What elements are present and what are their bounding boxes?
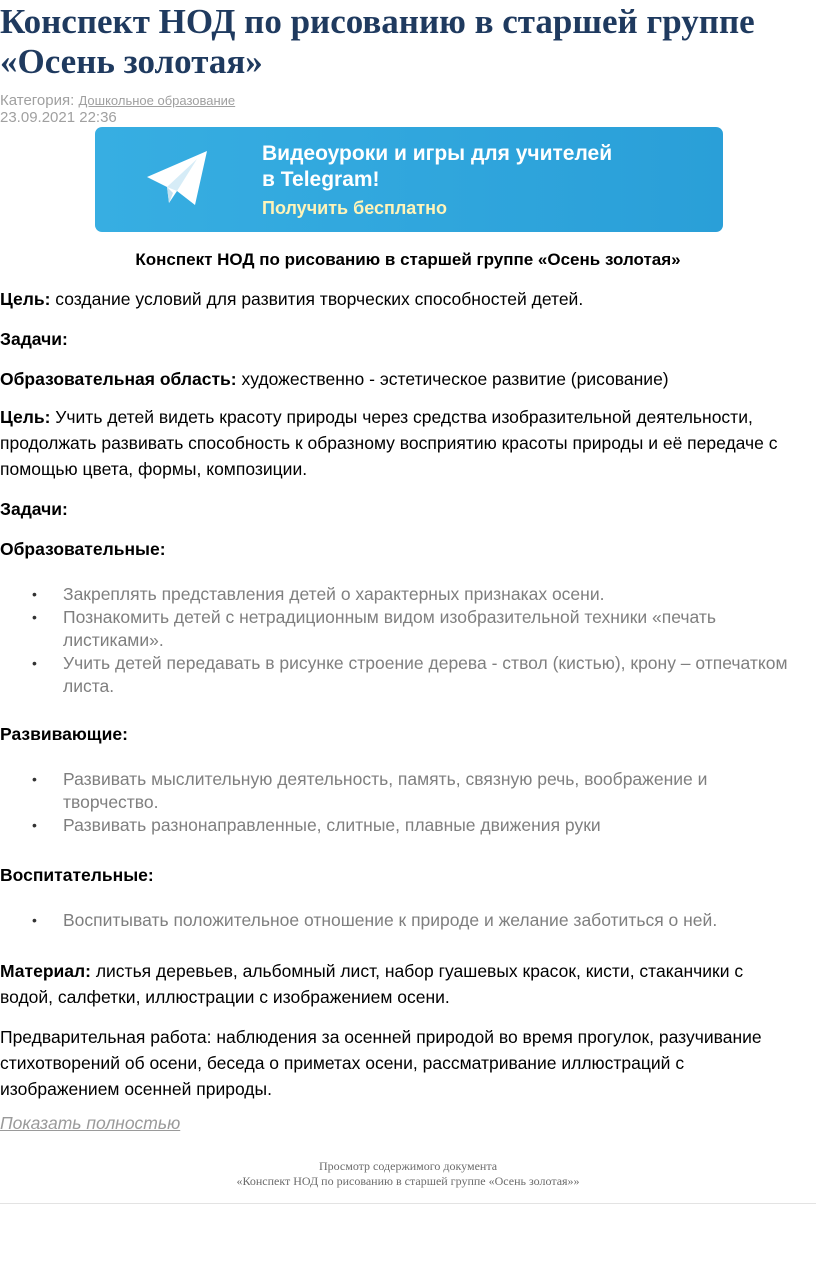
tasks2-label: Задачи: [0, 499, 68, 519]
goal2-paragraph [0, 404, 800, 482]
publish-date: 23.09.2021 22:36 [0, 109, 117, 126]
telegram-icon [145, 147, 211, 209]
goal2-label: Цель: [0, 407, 51, 427]
goal-paragraph [0, 286, 800, 312]
area-paragraph [0, 366, 800, 392]
upbringing-list [0, 909, 800, 932]
area-text: художественно - эстетическое развитие (рисование) [236, 369, 669, 389]
goal-label: Цель: [0, 289, 51, 309]
document-footer [0, 1159, 816, 1189]
upbringing-heading [0, 862, 800, 888]
divider [0, 1203, 816, 1204]
page-title: Конспект НОД по рисованию в старшей группе «Осень золотая» [0, 2, 755, 81]
footer-line-1: Просмотр содержимого документа [318, 1159, 498, 1173]
educational-label: Образовательные: [0, 539, 166, 559]
educational-heading [0, 536, 800, 562]
list-item: • Познакомить детей с нетрадиционным видом изобразительной техники «печать листиками». [63, 606, 800, 652]
area-label: Образовательная область: [0, 369, 237, 389]
preliminary-paragraph: Предварительная работа: наблюдения за осенней природой во время прогулок, разучивание стихотворений об осени, беседа о приметах осени, рассматривание иллюстраций с изображением осенней природы. [0, 1027, 762, 1099]
tasks-label: Задачи: [0, 329, 68, 349]
footer-line-2: «Конспект НОД по рисованию в старшей группе «Осень золотая»» [236, 1174, 580, 1188]
upbringing-label: Воспитательные: [0, 865, 154, 885]
article-meta [0, 92, 235, 126]
goal-text: создание условий для развития творческих способностей детей. [50, 289, 584, 309]
tasks-heading [0, 326, 800, 352]
category-label: Категория: [0, 92, 79, 109]
list-item: • Развивать мыслительную деятельность, память, связную речь, воображение и творчество. [63, 768, 800, 814]
list-item: • Развивать разнонаправленные, слитные, плавные движения руки [63, 814, 800, 837]
banner-cta[interactable]: Получить бесплатно [262, 198, 447, 218]
goal2-text: Учить детей видеть красоту природы через средства изобразительной деятельности, продолжать развивать способность к образному восприятию красоты природы и её передаче с помощью цвета, формы, композиции. [0, 407, 778, 479]
material-label: Материал: [0, 961, 91, 981]
tasks2-heading [0, 496, 800, 522]
show-more-link[interactable]: Показать полностью [0, 1113, 181, 1133]
developing-heading [0, 721, 800, 747]
developing-label: Развивающие: [0, 724, 128, 744]
document-title: Конспект НОД по рисованию в старшей группе «Осень золотая» [135, 250, 681, 269]
list-item: • Учить детей передавать в рисунке строение дерева - ствол (кистью), крону – отпечатком листа. [63, 652, 800, 698]
banner-text [262, 141, 612, 221]
banner-line-2: в Telegram! [262, 168, 380, 191]
telegram-banner[interactable] [95, 127, 723, 232]
category-link[interactable]: Дошкольное образование [78, 93, 236, 108]
educational-list [0, 583, 800, 698]
list-item: • Воспитывать положительное отношение к природе и желание заботиться о ней. [63, 909, 800, 932]
material-paragraph [0, 958, 800, 1010]
list-item: • Закреплять представления детей о характерных признаках осени. [63, 583, 800, 606]
material-text: листья деревьев, альбомный лист, набор гуашевых красок, кисти, стаканчики с водой, салфетки, иллюстрации с изображением осени. [0, 961, 744, 1007]
banner-line-1: Видеоуроки и игры для учителей [262, 142, 613, 165]
developing-list [0, 768, 800, 837]
